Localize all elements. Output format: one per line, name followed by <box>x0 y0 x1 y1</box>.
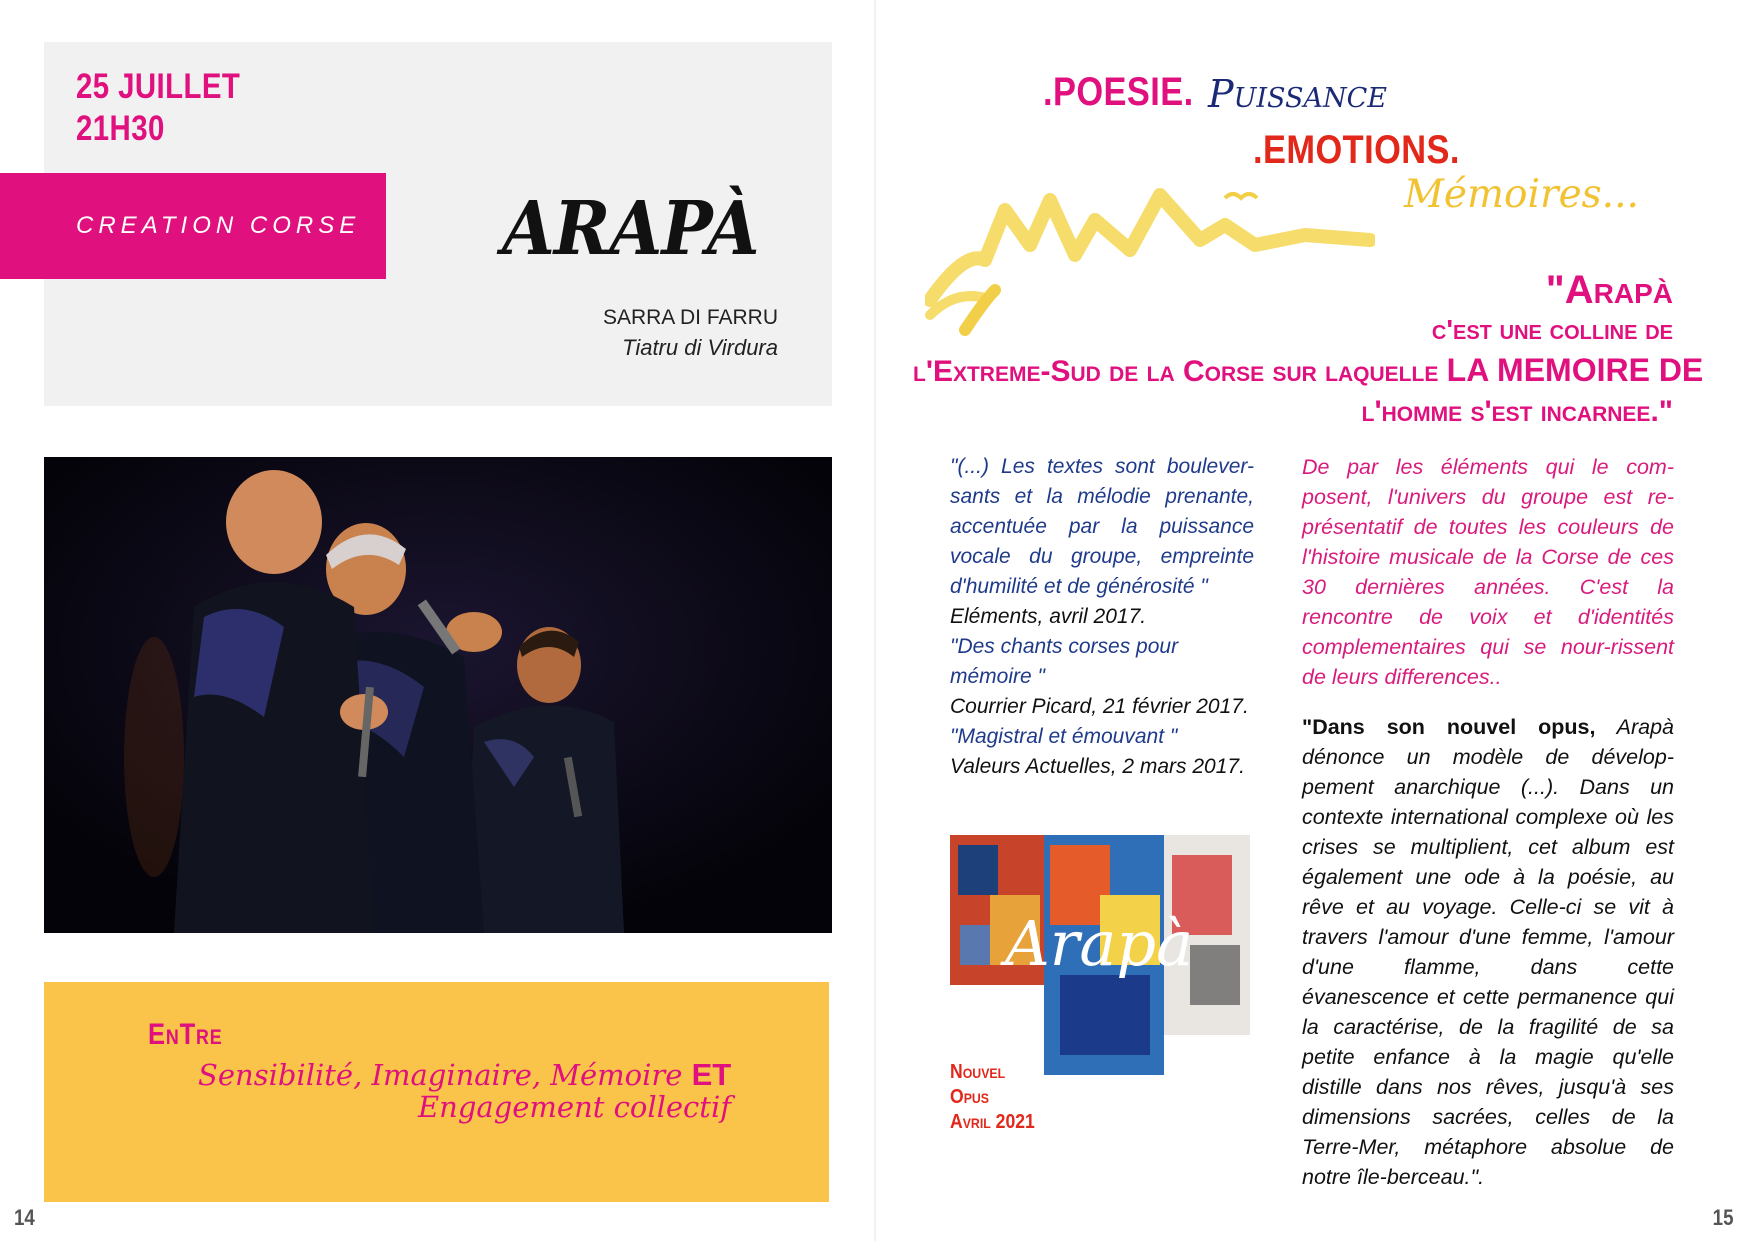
quote-line3a: l'Extreme-Sud de la Corse sur laquelle <box>913 355 1447 388</box>
description-column <box>1302 452 1674 1192</box>
description-pink: De par les éléments qui le com-posent, l'univers du groupe est re-présentatif de toutes les couleurs de l'histoire musicale de la Corse de ces 30 dernières années. C'est la rencontre de voix et d'identités complementaires qui se nour-rissent de leurs differences.. <box>1302 455 1674 689</box>
keyword-memoires: Mémoires... <box>1404 172 1639 217</box>
creation-band <box>0 173 386 279</box>
themes-line2: Engagement collectif <box>418 1090 731 1124</box>
press-quote-1: "(...) Les textes sont boulever-sants et la mélodie prenante, accentuée par la puissance vocale du groupe, empreinte d'humilité et de générosité " <box>950 455 1254 598</box>
press-quote-2: "Des chants corses pour mémoire " <box>950 635 1179 688</box>
album-cover-title: Arapà <box>1005 907 1194 980</box>
quote-line4: l'homme s'est incarnee." <box>1361 395 1673 428</box>
keyword-emotions: .EMOTIONS. <box>1253 128 1460 172</box>
description-body: Arapà dénonce un modèle de dévelop-pement anarchique (...). Dans un contexte international complexe où les crises se multiplient, cet album est également une ode à la poésie, au rêve et au voyage. Celle-ci se vit à travers l'amour d'une femme, l'amour d'une flamme, dans cette évanescence et cette permanence qui la caractérise, de la fragilité de sa petite enfance à la magie qu'elle distille dans nos rêves, jusqu'à ses dimensions sacrées, celles de la Terre-Mer, métaphore absolue de notre île-berceau.". <box>1302 715 1674 1189</box>
album-label-line2: Opus <box>950 1086 990 1108</box>
album-label-line1: Nouvel <box>950 1061 1006 1083</box>
album-label-line3: Avril 2021 <box>950 1111 1035 1133</box>
themes-line1 <box>198 1057 731 1093</box>
singers-illustration <box>44 457 832 933</box>
themes-line1-text: Sensibilité, Imaginaire, Mémoire <box>198 1058 683 1092</box>
themes-et: ET <box>691 1057 732 1092</box>
show-title: ARAPÀ <box>502 186 759 272</box>
description-lead: "Dans son nouvel opus, <box>1302 715 1596 739</box>
page-spine <box>874 0 876 1241</box>
event-date: 25 JUILLET <box>76 67 241 106</box>
credits <box>478 303 778 363</box>
event-date-time <box>76 66 240 150</box>
quote-line3 <box>913 350 1704 392</box>
page-number-right: 15 <box>1712 1205 1733 1230</box>
quote-line3b: LA MEMOIRE DE <box>1446 352 1704 388</box>
keyword-poesie: .POESIE. <box>1043 70 1194 114</box>
page-number-left: 14 <box>14 1205 35 1230</box>
press-source-3: Valeurs Actuelles, 2 mars 2017. <box>950 755 1245 778</box>
creation-label: CREATION CORSE <box>76 212 361 239</box>
credit-company: SARRA DI FARRU <box>602 306 778 329</box>
event-time: 21H30 <box>76 109 165 148</box>
album-label <box>950 1060 1035 1135</box>
press-quotes <box>950 452 1254 782</box>
press-quote-3: "Magistral et émouvant " <box>950 725 1178 748</box>
keyword-puissance: Puissance <box>1208 72 1387 116</box>
press-source-1: Eléments, avril 2017. <box>950 605 1147 628</box>
credit-venue: Tiatru di Virdura <box>622 335 778 360</box>
quote-line1: "Arapà <box>1545 268 1673 312</box>
press-source-2: Courrier Picard, 21 février 2017. <box>950 695 1249 718</box>
concert-photo <box>44 457 832 933</box>
description-black <box>1302 712 1674 1192</box>
quote-line2: c'est une colline de <box>1431 314 1673 345</box>
quote-headline <box>913 268 1704 432</box>
album-cover <box>950 835 1250 1075</box>
themes-intro: EnTre <box>148 1018 223 1051</box>
